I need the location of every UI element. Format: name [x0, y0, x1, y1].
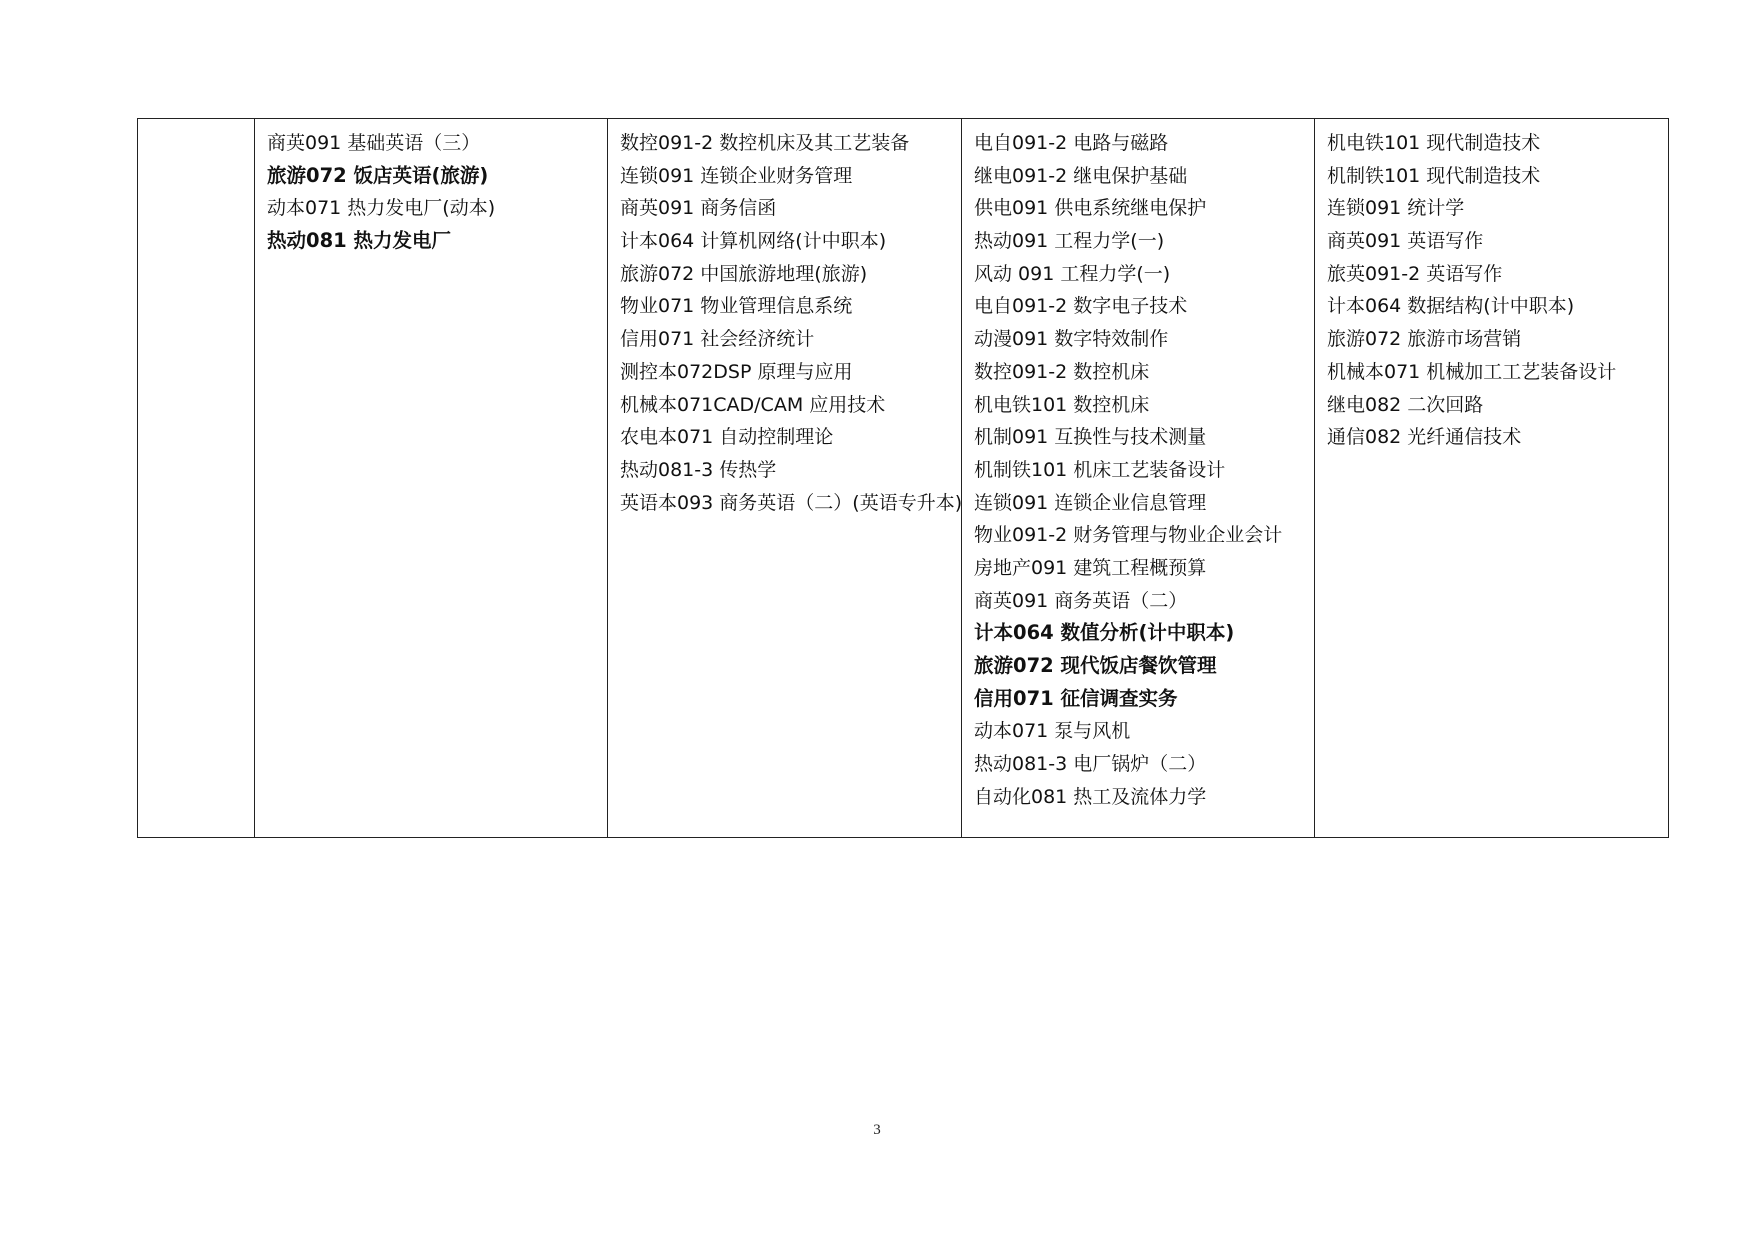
course-entry: 热动081-3 电厂锅炉（二）: [974, 753, 1207, 776]
course-entry: 继电091-2 继电保护基础: [974, 164, 1188, 187]
table-cell-course-list-1: [255, 119, 608, 838]
course-entry: 物业071 物业管理信息系统: [620, 295, 853, 318]
course-entry: 数控091-2 数控机床及其工艺装备: [620, 132, 910, 154]
course-entry: 机电铁101 数控机床: [974, 393, 1150, 416]
schedule-table: [137, 118, 1669, 838]
course-entry: 物业091-2 财务管理与物业企业会计: [974, 524, 1283, 547]
course-entry: 风动 091 工程力学(一): [974, 262, 1171, 285]
table-cell-course-list-3: [962, 119, 1315, 838]
course-entry: 商英091 英语写作: [1327, 230, 1484, 253]
course-entry: 测控本072DSP 原理与应用: [620, 360, 853, 383]
course-entry: 机械本071CAD/CAM 应用技术: [620, 393, 886, 416]
course-entry: 计本064 数值分析(计中职本): [974, 621, 1235, 645]
course-entry: 旅英091-2 英语写作: [1327, 262, 1503, 285]
course-entry: 电自091-2 电路与磁路: [974, 132, 1169, 154]
course-entry: 信用071 社会经济统计: [620, 328, 815, 351]
course-entry: 计本064 数据结构(计中职本): [1327, 295, 1575, 318]
course-entry: 机制091 互换性与技术测量: [974, 426, 1207, 449]
table-cell-course-list-2: [608, 119, 962, 838]
course-entry: 热动091 工程力学(一): [974, 230, 1165, 253]
course-entry: 旅游072 现代饭店餐饮管理: [974, 654, 1217, 677]
course-entry: 商英091 基础英语（三）: [267, 132, 481, 154]
course-entry: 热动081 热力发电厂: [267, 229, 451, 253]
course-entry: 机电铁101 现代制造技术: [1327, 132, 1541, 154]
course-entry: 动本071 热力发电厂(动本): [267, 197, 496, 220]
page-number: 3: [873, 1122, 881, 1138]
course-entry: 机制铁101 机床工艺装备设计: [974, 458, 1226, 481]
course-entry: 连锁091 连锁企业信息管理: [974, 491, 1207, 514]
course-entry: 英语本093 商务英语（二）(英语专升本): [620, 491, 963, 514]
course-entry: 机械本071 机械加工工艺装备设计: [1327, 360, 1617, 383]
course-entry: 连锁091 统计学: [1327, 197, 1465, 220]
course-entry: 通信082 光纤通信技术: [1327, 426, 1522, 449]
course-entry: 动漫091 数字特效制作: [974, 328, 1169, 351]
course-entry: 机制铁101 现代制造技术: [1327, 164, 1541, 187]
table-row: [138, 119, 1669, 838]
course-entry: 热动081-3 传热学: [620, 458, 777, 481]
course-entry: 旅游072 饭店英语(旅游): [267, 163, 489, 187]
course-entry: 供电091 供电系统继电保护: [974, 197, 1207, 220]
course-entry: 自动化081 热工及流体力学: [974, 785, 1207, 808]
course-entry: 动本071 泵与风机: [974, 720, 1131, 743]
table-cell-empty: [138, 119, 255, 838]
course-entry: 连锁091 连锁企业财务管理: [620, 164, 853, 187]
course-entry: 农电本071 自动控制理论: [620, 426, 834, 449]
course-entry: 信用071 征信调查实务: [974, 686, 1178, 710]
course-entry: 商英091 商务英语（二）: [974, 589, 1188, 612]
course-entry: 旅游072 中国旅游地理(旅游): [620, 262, 868, 285]
course-entry: 房地产091 建筑工程概预算: [974, 556, 1207, 579]
course-entry: 商英091 商务信函: [620, 197, 777, 220]
course-entry: 电自091-2 数字电子技术: [974, 295, 1188, 318]
course-entry: 数控091-2 数控机床: [974, 360, 1150, 383]
course-entry: 继电082 二次回路: [1327, 393, 1484, 416]
table-cell-course-list-4: [1315, 119, 1669, 838]
course-entry: 计本064 计算机网络(计中职本): [620, 230, 887, 253]
course-entry: 旅游072 旅游市场营销: [1327, 328, 1522, 351]
